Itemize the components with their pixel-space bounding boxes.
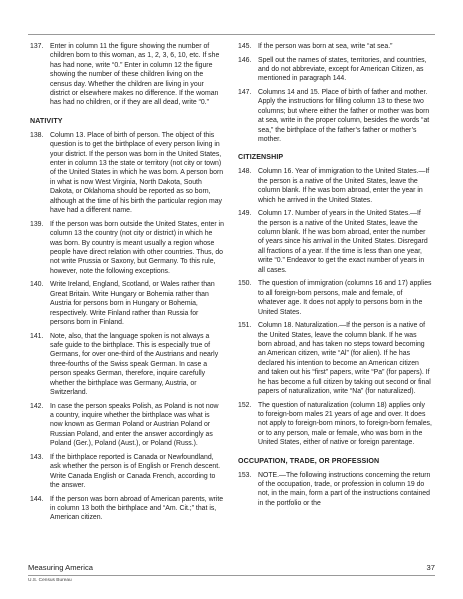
numbered-paragraph	[238, 321, 432, 396]
paragraph-number: 151.	[238, 322, 252, 330]
numbered-paragraph	[30, 453, 224, 491]
numbered-paragraph	[238, 401, 432, 448]
paragraph-text: Column 18. Naturalization.—If the person is a native of the United States, leave the column blank. If he was born abroad, and has taken no steps toward becoming an American citizen, write “Al” (for alien). If he has declared his intention to become an American citizen and taken out his “first” papers, write “Pa” (for papers). If he has become a full citizen by taking out second or final papers of naturalization, write “Na” (for naturalized).	[258, 322, 431, 395]
paragraph-number: 140.	[30, 281, 44, 289]
paragraph-text: Write Ireland, England, Scotland, or Wales rather than Great Britain. Write Hungary or Bohemia rather than Austria for persons born in Hungary or Bohemia, respectively. Write Finland rather than Russia for persons born in Finland.	[50, 281, 215, 326]
numbered-paragraph	[30, 220, 224, 276]
paragraph-number: 148.	[238, 168, 252, 176]
numbered-paragraph	[238, 279, 432, 317]
numbered-paragraph	[238, 167, 432, 205]
numbered-paragraph	[30, 131, 224, 216]
paragraph-number: 137.	[30, 43, 44, 50]
paragraph-text: In case the person speaks Polish, as Poland is not now a country, inquire whether the birthplace was what is now known as German Poland or Austrian Poland or Russian Poland, and enter the answer accordingly as Poland (Ger.), Poland (Aust.), or Poland (Russ.).	[50, 402, 219, 448]
paragraph-text: Column 13. Place of birth of person. The object of this question is to get the birthplace of every person living in your district. If the person was born in the United States, enter in column 13 the state or territory (not city or town) of the United States in which he was born. A person born in what is now West Virginia, North Dakota, South Dakota, or Oklahoma should be reported as so born, although at the time of his birth the particular region may have had a different name.	[50, 131, 224, 215]
paragraph-number: 153.	[238, 471, 252, 479]
paragraph-text: NOTE.—The following instructions concerning the return of the occupation, trade, or profession in column 19 do not, in the main, form a part of the instructions contained in the portfolio or the	[258, 471, 431, 507]
numbered-paragraph	[238, 209, 432, 275]
paragraph-number: 149.	[238, 210, 252, 218]
paragraph-number: 150.	[238, 280, 252, 288]
left-column	[30, 42, 224, 527]
footer-rule	[28, 575, 435, 576]
numbered-paragraph	[238, 56, 432, 84]
numbered-paragraph	[30, 495, 224, 523]
footer-title: Measuring America	[28, 563, 93, 572]
numbered-paragraph	[30, 280, 224, 327]
paragraph-text: If the person was born outside the United States, enter in column 13 the country (not city or district) in which he was born. By country is meant usually a region whose people have direct relation with other countries. Thus, do not write Prussia or Saxony, but Germany. To this rule, however, note the following exceptions.	[50, 220, 224, 275]
paragraph-number: 143.	[30, 453, 44, 461]
section-heading: NATIVITY	[30, 116, 63, 125]
paragraph-text: Note, also, that the language spoken is not always a safe guide to the birthplace. This is especially true of Germans, for over one-third of the Austrians and nearly three-fourths of the Swiss speak German. In case a person speaks German, therefore, inquire carefully whether the birthplace was Germany, Austria, or Switzerland.	[50, 332, 219, 396]
paragraph-number: 144.	[30, 495, 44, 503]
numbered-paragraph	[238, 88, 432, 144]
numbered-paragraph	[30, 332, 224, 398]
right-column	[238, 42, 432, 512]
top-rule	[28, 34, 435, 35]
paragraph-number: 145.	[238, 43, 252, 50]
paragraph-number: 141.	[30, 332, 44, 340]
paragraph-number: 139.	[30, 220, 44, 228]
paragraph-number: 146.	[238, 56, 252, 64]
paragraph-number: 147.	[238, 89, 252, 96]
paragraph-text: Spell out the names of states, territories, and countries, and do not abbreviate, except for American Citizen, as mentioned in paragraph 144.	[258, 56, 427, 83]
paragraph-number: 138.	[30, 131, 44, 139]
paragraph-text: Column 17. Number of years in the United States.—If the person is a native of the United States, leave the column blank. If he was born abroad, enter the number of years since his arrival in the United States. Disregard all fractions of a year. If the time is less than one year, write “0.” Endeavor to get the exact number of years in all cases.	[258, 210, 428, 274]
paragraph-text: If the person was born abroad of American parents, write in column 13 both the birthplace and “Am. Cit.;” that is, American citizen.	[50, 495, 224, 522]
paragraph-text: Column 16. Year of immigration to the United States.—If the person is a native of the United States, leave the column blank. If he was born abroad, enter the year in which he arrived in the United States.	[258, 168, 430, 204]
numbered-paragraph	[238, 42, 432, 51]
paragraph-text: If the birthplace reported is Canada or Newfoundland, ask whether the person is of English or French descent. Write Canada English or Canada French, according to the answer.	[50, 453, 221, 489]
paragraph-number: 152.	[238, 401, 252, 409]
page-number: 37	[426, 563, 435, 572]
section-heading: OCCUPATION, TRADE, OR PROFESSION	[238, 456, 380, 465]
numbered-paragraph	[30, 42, 224, 108]
paragraph-text: Columns 14 and 15. Place of birth of father and mother. Apply the instructions for filling column 13 to these two columns; but where either the father or mother was born at sea, write in the proper column, besides the words “at sea,” the birthplace of the father’s father or mother’s mother.	[258, 89, 430, 144]
paragraph-text: Enter in column 11 the figure showing the number of children born to this woman, as 1, 2, 3, 6, 10, etc. If she has had none, write “0.” Enter in column 12 the figure showing the number of these children living on the census day. Whether the children are living in your district or elsewhere makes no difference. If the woman has had no children, or if they are all dead, write “0.”	[50, 43, 220, 107]
paragraph-text: If the person was born at sea, write “at sea.”	[258, 43, 393, 50]
paragraph-number: 142.	[30, 402, 44, 410]
paragraph-text: The question of naturalization (column 18) applies only to foreign-born males 21 years of age and over. It does not apply to foreign-born minors, to foreign-born females, or to any person, male or female, who was born in the United States, either of native or foreign parentage.	[258, 401, 432, 447]
paragraph-text: The question of immigration (columns 16 and 17) applies to all foreign-born persons, male and female, of whatever age. It does not apply to persons born in the United States.	[258, 280, 432, 316]
footer-subtitle: U.S. Census Bureau	[28, 578, 72, 583]
section-heading: CITIZENSHIP	[238, 153, 284, 162]
numbered-paragraph	[238, 471, 432, 509]
numbered-paragraph	[30, 402, 224, 449]
